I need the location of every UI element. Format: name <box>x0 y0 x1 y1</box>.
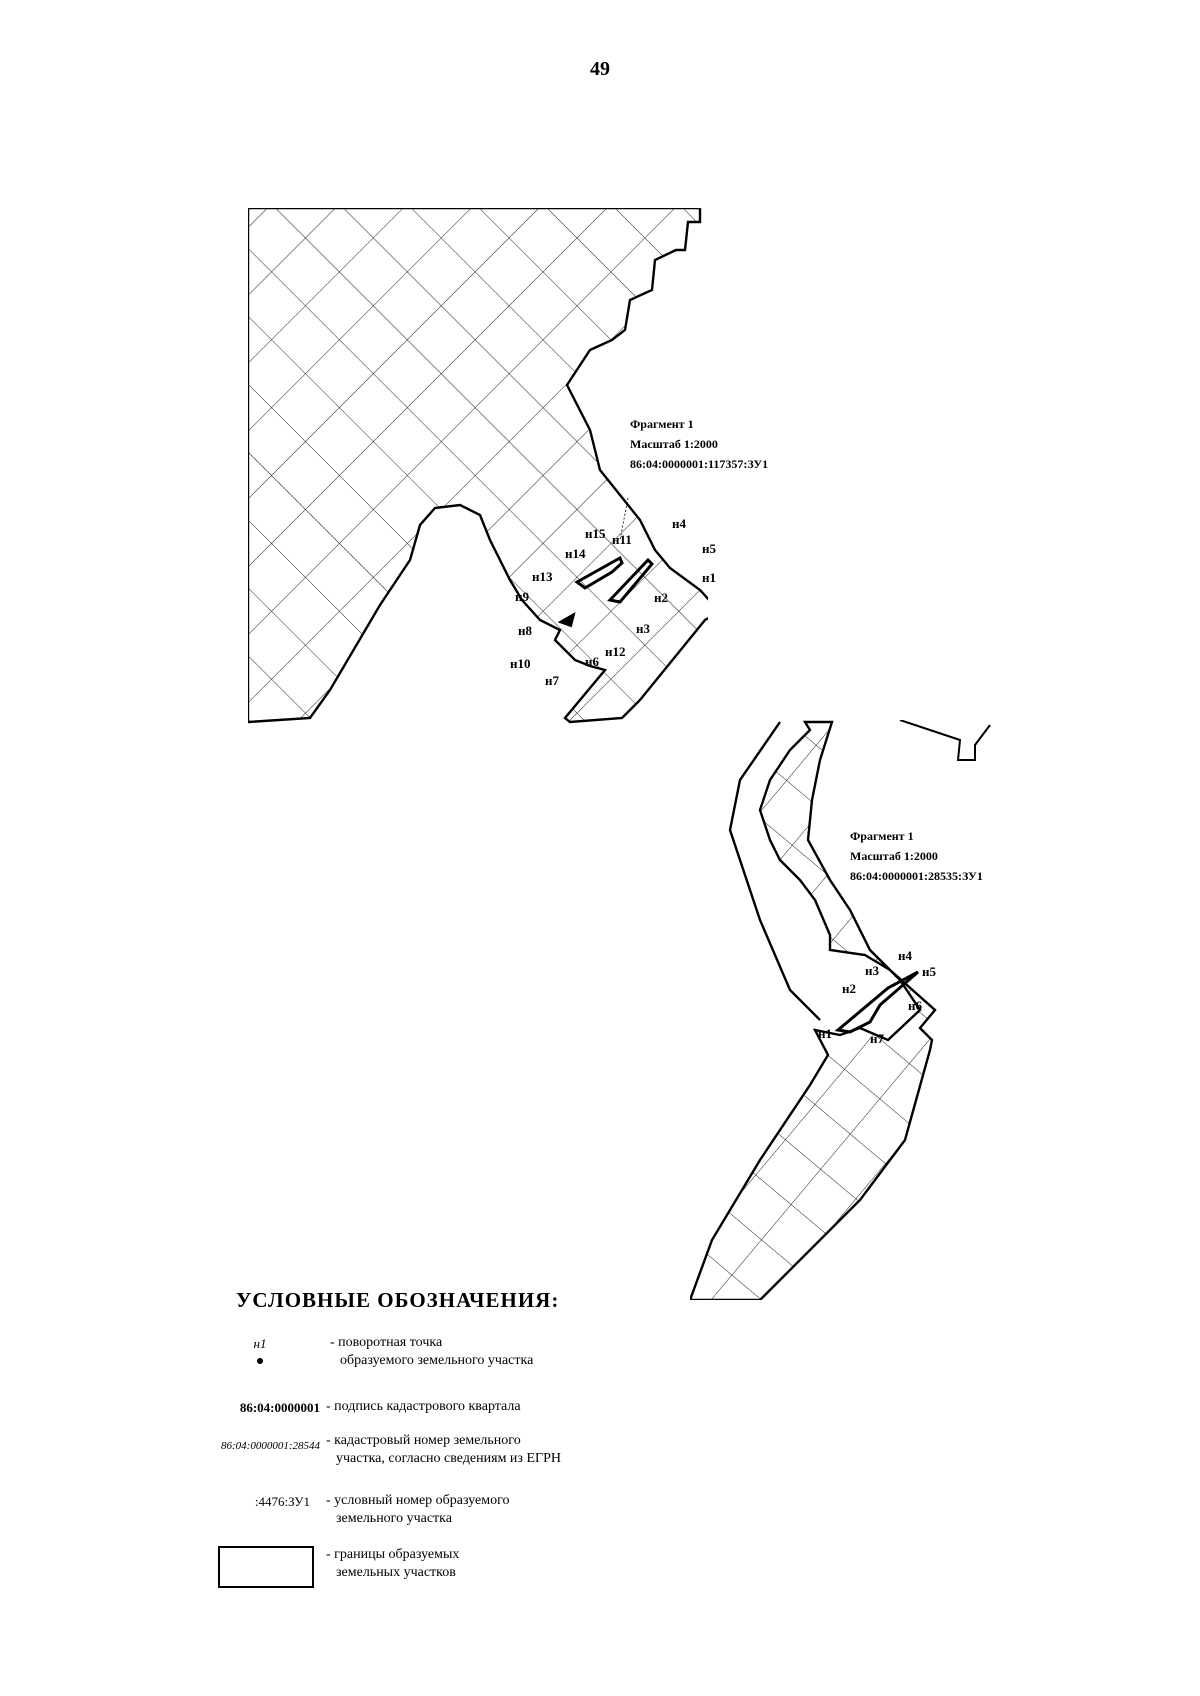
fragment-1-title: Фрагмент 1 <box>630 417 694 431</box>
f2-point-label: н5 <box>922 964 936 979</box>
legend-desc-quarter <box>326 1398 521 1416</box>
f2-point-label: н6 <box>908 998 922 1013</box>
f1-point-label: н8 <box>518 623 532 638</box>
f1-point-label: н3 <box>636 621 650 636</box>
legend-desc-boundary <box>326 1546 459 1582</box>
f1-point-label: н15 <box>585 526 606 541</box>
f1-point-label: н13 <box>532 569 553 584</box>
f1-point-label: н1 <box>702 570 716 585</box>
legend-desc-line1: - условный номер образуемого <box>326 1493 510 1508</box>
legend-key-conditional-number: :4476:ЗУ1 <box>254 1494 310 1509</box>
fragment-2-map <box>690 720 990 1300</box>
f1-point-label: н2 <box>654 590 668 605</box>
fragment-1-label <box>630 417 768 471</box>
fragment-1-cadastral-number: 86:04:0000001:117357:ЗУ1 <box>630 457 769 471</box>
f1-point-label: н11 <box>612 532 632 547</box>
legend-key-quarter: 86:04:0000001 <box>239 1400 320 1415</box>
legend-desc-line1: - границы образуемых <box>326 1547 460 1562</box>
f1-point-label: н5 <box>702 541 716 556</box>
page-number: 49 <box>590 58 610 80</box>
legend-desc-line1: - кадастровый номер земельного <box>326 1433 521 1448</box>
legend-desc-cadastral <box>326 1432 561 1468</box>
legend-desc-line2: земельного участка <box>336 1511 452 1526</box>
f2-point-label: н7 <box>870 1031 884 1046</box>
legend-desc-line2: образуемого земельного участка <box>340 1353 534 1368</box>
f1-point-label: н7 <box>545 673 559 688</box>
legend-desc-line2: земельных участков <box>336 1565 456 1580</box>
legend-desc-line1: - подпись кадастрового квартала <box>326 1399 521 1414</box>
fragment-1-scale: Масштаб 1:2000 <box>630 437 718 451</box>
legend-key-cadastral: 86:04:0000001:28544 <box>221 1440 320 1452</box>
f2-point-label: н1 <box>818 1026 832 1041</box>
legend-desc-line1: - поворотная точка <box>330 1335 443 1350</box>
fragment-2-title: Фрагмент 1 <box>850 829 914 843</box>
fragment-2-label <box>850 829 983 883</box>
f1-point-label: н10 <box>510 656 531 671</box>
f1-point-label: н14 <box>565 546 586 561</box>
f1-point-label: н4 <box>672 516 686 531</box>
fragment-2-edge-right <box>900 720 990 760</box>
legend-desc-point <box>330 1334 533 1370</box>
legend-key-point <box>230 1336 290 1364</box>
f1-point-label: н12 <box>605 644 626 659</box>
f2-point-label: н4 <box>898 948 912 963</box>
legend-title: УСЛОВНЫЕ ОБОЗНАЧЕНИЯ: <box>236 1288 560 1312</box>
f2-point-label: н2 <box>842 981 856 996</box>
f1-point-label: н6 <box>585 654 599 669</box>
legend-desc-line2: участка, согласно сведениям из ЕГРН <box>336 1451 561 1466</box>
f1-point-label: н9 <box>515 589 529 604</box>
legend-boundary-symbol <box>218 1546 314 1588</box>
legend-point-dot <box>257 1358 263 1364</box>
fragment-2-scale: Масштаб 1:2000 <box>850 849 938 863</box>
legend-desc-conditional-number <box>326 1492 510 1528</box>
fragment-2-cadastral-number: 86:04:0000001:28535:ЗУ1 <box>850 869 983 883</box>
legend-point-label: н1 <box>253 1336 267 1351</box>
f2-point-label: н3 <box>865 963 879 978</box>
